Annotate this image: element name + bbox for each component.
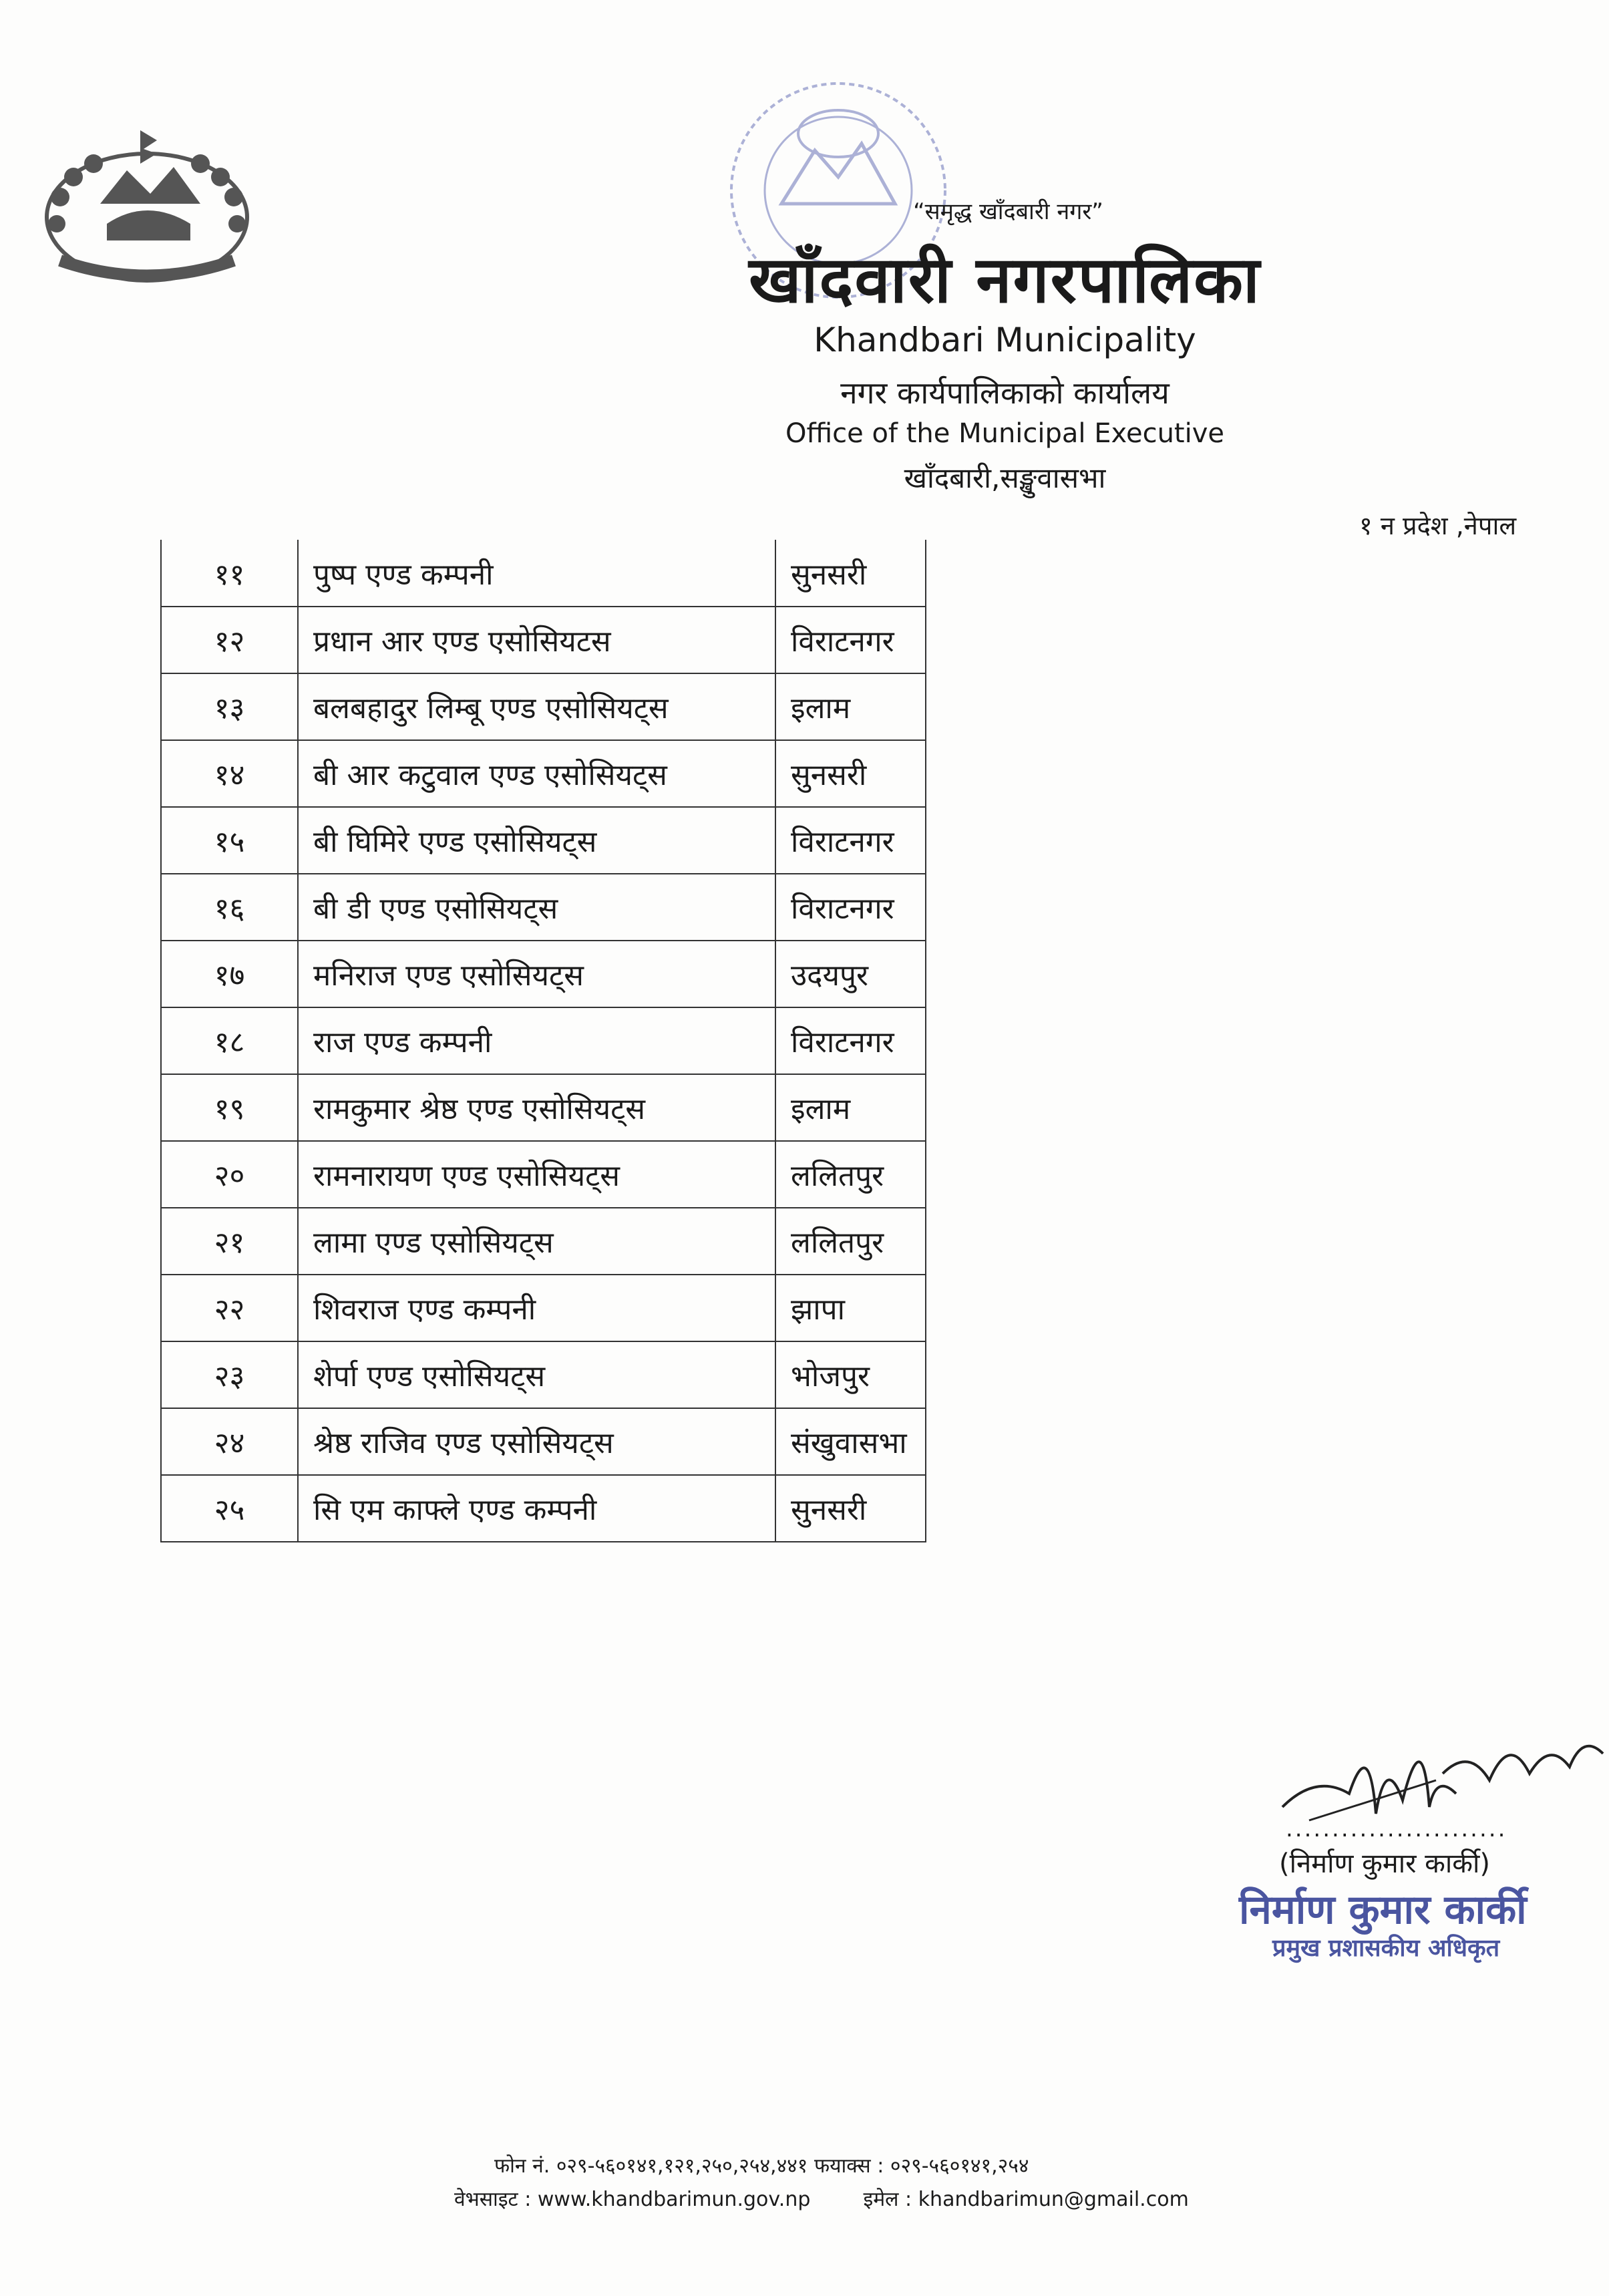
row-firm-name: राज एण्ड कम्पनी: [298, 1007, 775, 1074]
row-firm-name: शेर्पा एण्ड एसोसियट्स: [298, 1341, 775, 1408]
row-serial: १४: [161, 740, 298, 807]
firm-list-table: [160, 540, 926, 1542]
table-row: [161, 1208, 926, 1275]
phone-number: ०२९-५६०१४१,१२१,२५०,२५४,४४१: [556, 2154, 808, 2178]
row-serial: १२: [161, 607, 298, 673]
row-firm-name: रामकुमार श्रेष्ठ एण्ड एसोसियट्स: [298, 1074, 775, 1141]
row-district: विराटनगर: [775, 1007, 926, 1074]
row-firm-name: मनिराज एण्ड एसोसियट्स: [298, 941, 775, 1007]
row-firm-name: सि एम काफ्ले एण्ड कम्पनी: [298, 1475, 775, 1542]
row-firm-name: बी घिमिरे एण्ड एसोसियट्स: [298, 807, 775, 874]
signatory-name: (निर्माण कुमार कार्की): [1279, 1848, 1490, 1879]
office-name-np: नगर कार्यपालिकाको कार्यालय: [840, 375, 1170, 411]
row-firm-name: रामनारायण एण्ड एसोसियट्स: [298, 1141, 775, 1208]
signatory-stamp-name: निर्माण कुमार कार्की: [1239, 1887, 1527, 1933]
row-district: विराटनगर: [775, 807, 926, 874]
table-row: [161, 1475, 926, 1542]
footer-web-line: [454, 2184, 1189, 2212]
row-firm-name: बी डी एण्ड एसोसियट्स: [298, 874, 775, 941]
municipality-title-np: खाँदवारी नगरपालिका: [749, 242, 1261, 317]
table-row: [161, 1007, 926, 1074]
signatory-stamp-role: प्रमुख प्रशासकीय अधिकृत: [1272, 1935, 1500, 1962]
website-link[interactable]: www.khandbarimun.gov.np: [537, 2188, 811, 2211]
phone-label: फोन नं.: [494, 2154, 550, 2178]
row-district: सुनसरी: [775, 740, 926, 807]
row-serial: १६: [161, 874, 298, 941]
signature-line: ........................: [1286, 1816, 1507, 1842]
row-district: झापा: [775, 1275, 926, 1341]
office-name-en: Office of the Municipal Executive: [785, 418, 1224, 449]
municipality-title-en: Khandbari Municipality: [814, 321, 1196, 359]
row-district: विराटनगर: [775, 607, 926, 673]
table-row: [161, 1275, 926, 1341]
table-row: [161, 540, 926, 607]
table-row: [161, 1141, 926, 1208]
row-district: विराटनगर: [775, 874, 926, 941]
row-district: भोजपुर: [775, 1341, 926, 1408]
row-serial: २२: [161, 1275, 298, 1341]
row-firm-name: प्रधान आर एण्ड एसोसियटस: [298, 607, 775, 673]
fax-number: ०२९-५६०१४१,२५४: [890, 2154, 1029, 2178]
row-firm-name: बी आर कटुवाल एण्ड एसोसियट्स: [298, 740, 775, 807]
row-district: ललितपुर: [775, 1208, 926, 1275]
row-firm-name: बलबहादुर लिम्बू एण्ड एसोसियट्स: [298, 673, 775, 740]
row-firm-name: शिवराज एण्ड कम्पनी: [298, 1275, 775, 1341]
table-row: [161, 607, 926, 673]
row-firm-name: श्रेष्ठ राजिव एण्ड एसोसियट्स: [298, 1408, 775, 1475]
office-address-np: खाँदबारी,सङ्खुवासभा: [904, 462, 1106, 494]
website-label: वेभसाइट :: [454, 2188, 532, 2211]
row-district: इलाम: [775, 1074, 926, 1141]
row-serial: १९: [161, 1074, 298, 1141]
row-district: संखुवासभा: [775, 1408, 926, 1475]
row-district: उदयपुर: [775, 941, 926, 1007]
row-district: सुनसरी: [775, 540, 926, 607]
fax-label: फयाक्स :: [814, 2154, 884, 2178]
table-row: [161, 941, 926, 1007]
table-row: [161, 807, 926, 874]
row-firm-name: पुष्प एण्ड कम्पनी: [298, 540, 775, 607]
table-row: [161, 1408, 926, 1475]
row-serial: १७: [161, 941, 298, 1007]
row-serial: १३: [161, 673, 298, 740]
row-serial: २१: [161, 1208, 298, 1275]
table-row: [161, 874, 926, 941]
row-serial: १८: [161, 1007, 298, 1074]
row-serial: २३: [161, 1341, 298, 1408]
row-firm-name: लामा एण्ड एसोसियट्स: [298, 1208, 775, 1275]
email-link[interactable]: khandbarimun@gmail.com: [918, 2188, 1189, 2211]
row-serial: २४: [161, 1408, 298, 1475]
row-serial: २५: [161, 1475, 298, 1542]
table-row: [161, 740, 926, 807]
table-row: [161, 1341, 926, 1408]
email-label: इमेल :: [863, 2188, 912, 2211]
table-row: [161, 673, 926, 740]
row-serial: २०: [161, 1141, 298, 1208]
province-line: १ न प्रदेश ,नेपाल: [1359, 511, 1517, 540]
table-row: [161, 1074, 926, 1141]
row-district: इलाम: [775, 673, 926, 740]
row-serial: ११: [161, 540, 298, 607]
header-slogan: “समृद्ध खाँदबारी नगर”: [913, 198, 1103, 225]
footer-contact-line: [494, 2151, 1029, 2178]
row-district: सुनसरी: [775, 1475, 926, 1542]
row-district: ललितपुर: [775, 1141, 926, 1208]
row-serial: १५: [161, 807, 298, 874]
